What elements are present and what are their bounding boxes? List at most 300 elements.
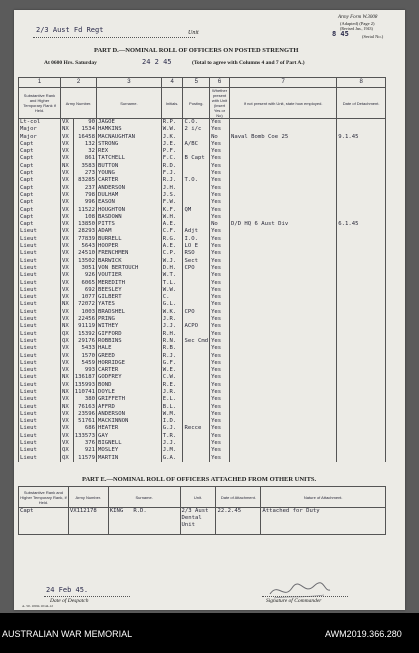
cell-present: Yes — [210, 396, 230, 403]
cell-army-number: 6065 — [73, 280, 96, 287]
cell-army-prefix: VX — [60, 287, 73, 294]
cell-posting — [183, 287, 210, 294]
cell-surname: HOOPER — [97, 243, 162, 250]
cell-initials: E.L. — [161, 396, 183, 403]
cell-present: No — [210, 134, 230, 141]
cell-present: Yes — [210, 447, 230, 454]
cell-army-prefix: NX — [60, 163, 73, 170]
table-row — [19, 221, 386, 228]
cell-detachment-date — [337, 287, 386, 294]
cell-present: Yes — [210, 382, 230, 389]
part-e-surname: KING R.D. — [108, 508, 180, 535]
cell-surname: ROBBINS — [97, 338, 162, 345]
cell-employment — [229, 177, 336, 184]
cell-initials: W.J. — [161, 258, 183, 265]
cell-posting — [183, 345, 210, 352]
cell-present: Yes — [210, 236, 230, 243]
cell-initials: A.E. — [161, 221, 183, 228]
part-e-header-row — [19, 487, 386, 508]
cell-present: Yes — [210, 258, 230, 265]
serial-number: 8 45 — [332, 30, 349, 38]
cell-surname: BIGNELL — [97, 440, 162, 447]
cell-army-prefix: VX — [60, 119, 73, 127]
cell-army-number: 110741 — [74, 388, 95, 395]
cell-rank: Lieut — [19, 250, 61, 257]
cell-posting: B Capt — [183, 155, 210, 162]
cell-initials: P.F. — [161, 148, 183, 155]
cell-initials: W.T. — [161, 272, 183, 279]
cell-employment — [229, 345, 336, 352]
cell-present: Yes — [210, 316, 230, 323]
cell-rank: Lieut — [19, 345, 61, 352]
cell-initials: B.L. — [161, 404, 183, 411]
cell-initials: T.R. — [161, 433, 183, 440]
cell-initials: R.G. — [161, 236, 183, 243]
cell-initials: W.W. — [161, 287, 183, 294]
cell-army-prefix: VX — [60, 250, 73, 257]
cell-employment — [229, 207, 336, 214]
cell-posting — [183, 411, 210, 418]
table-row — [19, 508, 386, 535]
cell-initials: R.D. — [161, 163, 183, 170]
cell-army-prefix: VX — [60, 228, 73, 235]
cell-rank: Capt — [19, 199, 61, 206]
cell-present: Yes — [210, 192, 230, 199]
table-row — [19, 345, 386, 352]
cell-army-prefix: VX — [60, 294, 73, 301]
cell-army-prefix: VX — [60, 265, 73, 272]
cell-employment — [229, 360, 336, 367]
table-row — [19, 258, 386, 265]
cell-army-prefix: VX — [60, 170, 73, 177]
cell-employment — [229, 148, 336, 155]
cell-army-number: 1534 — [73, 126, 96, 133]
col-number: 6 — [210, 78, 230, 88]
cell-detachment-date — [337, 243, 386, 250]
cell-posting — [183, 199, 210, 206]
cell-rank: Lieut — [19, 280, 61, 287]
cell-present: Yes — [210, 338, 230, 345]
cell-army-number: 22456 — [73, 316, 96, 323]
cell-detachment-date — [337, 126, 386, 133]
table-row — [19, 389, 386, 396]
cell-army-prefix: NX — [60, 323, 73, 330]
cell-present: Yes — [210, 433, 230, 440]
cell-surname: JAGOE — [97, 119, 162, 127]
cell-employment — [229, 280, 336, 287]
cell-present: Yes — [210, 425, 230, 432]
cell-surname: WITHEY — [97, 323, 162, 330]
cell-army-number: 83285 — [73, 177, 96, 184]
cell-rank: Capt — [19, 192, 61, 199]
cell-surname: DULHAM — [97, 192, 162, 199]
cell-rank: Lieut — [19, 272, 61, 279]
cell-employment — [229, 243, 336, 250]
cell-initials: T.L. — [161, 280, 183, 287]
cell-detachment-date — [337, 155, 386, 162]
cell-surname: VOUTIER — [97, 272, 162, 279]
cell-employment: D/D HQ 6 Aust Div — [229, 221, 336, 228]
cell-army-number: 136187 — [74, 374, 95, 381]
cell-employment — [229, 433, 336, 440]
cell-rank: Lieut — [19, 367, 61, 374]
cell-present: Yes — [210, 228, 230, 235]
table-row — [19, 287, 386, 294]
table-row — [19, 243, 386, 250]
cell-posting — [183, 272, 210, 279]
col-number: 4 — [161, 78, 183, 88]
part-d-title: PART D.—NOMINAL ROLL OF OFFICERS ON POSTED STRENGTH — [94, 47, 299, 54]
cell-army-prefix: NX — [60, 389, 73, 396]
cell-employment — [229, 236, 336, 243]
cell-detachment-date — [337, 265, 386, 272]
cell-army-prefix: QX — [60, 338, 73, 345]
cell-rank: Lieut — [19, 287, 61, 294]
cell-army-number: 32 — [73, 148, 96, 155]
cell-rank: Lieut — [19, 425, 61, 432]
cell-employment — [229, 425, 336, 432]
cell-initials: R.B. — [161, 345, 183, 352]
cell-posting — [183, 301, 210, 308]
cell-detachment-date — [337, 382, 386, 389]
col-header-detachment-date: Date of Detachment. — [337, 88, 386, 119]
cell-initials: C. — [161, 294, 183, 301]
part-e-col-surname: Surname. — [108, 487, 180, 508]
cell-present: Yes — [210, 455, 230, 462]
cell-present: Yes — [210, 331, 230, 338]
cell-employment — [229, 389, 336, 396]
cell-employment — [229, 323, 336, 330]
cell-army-prefix: VX — [60, 411, 73, 418]
cell-employment — [229, 353, 336, 360]
cell-rank: Lieut — [19, 309, 61, 316]
cell-detachment-date — [337, 141, 386, 148]
cell-initials: F.C. — [161, 155, 183, 162]
cell-detachment-date — [337, 258, 386, 265]
cell-present: Yes — [210, 411, 230, 418]
cell-army-number: 13850 — [73, 221, 96, 228]
cell-army-prefix: VX — [60, 141, 73, 148]
cell-employment — [229, 119, 336, 127]
cell-surname: BUTTON — [97, 163, 162, 170]
cell-detachment-date: 6.1.45 — [337, 221, 386, 228]
cell-surname: GIFFORD — [97, 331, 162, 338]
cell-posting: A/BC — [183, 141, 210, 148]
cell-employment — [229, 418, 336, 425]
cell-detachment-date: 9.1.45 — [337, 134, 386, 141]
cell-army-prefix: NX — [60, 404, 73, 411]
cell-initials: J.H. — [161, 185, 183, 192]
cell-army-number: 926 — [73, 272, 96, 279]
cell-army-number: 798 — [73, 192, 96, 199]
cell-posting — [183, 396, 210, 403]
cell-army-number: 132 — [73, 141, 96, 148]
cell-army-prefix: VX — [60, 316, 73, 323]
cell-rank: Lieut — [19, 323, 61, 330]
cell-surname: PITTS — [97, 221, 162, 228]
col-header-rank: Substantive Rank and Higher Temporary Rank if Held. — [19, 88, 61, 119]
table-row — [19, 126, 386, 133]
cell-army-prefix: VX — [60, 396, 73, 403]
cell-surname: BURRELL — [97, 236, 162, 243]
cell-posting: CPO — [183, 265, 210, 272]
cell-surname: BARWICK — [97, 258, 162, 265]
cell-detachment-date — [337, 294, 386, 301]
cell-present: Yes — [210, 163, 230, 170]
cell-rank: Capt — [19, 214, 61, 221]
cell-posting — [183, 418, 210, 425]
part-e-col-date: Date of Attachment. — [216, 487, 261, 508]
cell-posting: I.O. — [183, 236, 210, 243]
cell-surname: MARTIN — [97, 455, 162, 462]
table-row — [19, 433, 386, 440]
cell-detachment-date — [337, 119, 386, 127]
table-row — [19, 338, 386, 345]
cell-surname: MACNAUGHTAN — [97, 134, 162, 141]
part-e-army-number: VX112178 — [68, 508, 108, 535]
cell-initials: J.R. — [161, 389, 183, 396]
cell-detachment-date — [337, 309, 386, 316]
cell-initials: A.E. — [161, 243, 183, 250]
cell-initials: G.F. — [161, 360, 183, 367]
cell-initials: R.N. — [161, 338, 183, 345]
cell-rank: Lieut — [19, 418, 61, 425]
cell-initials: J.S. — [161, 192, 183, 199]
col-number: 3 — [97, 78, 162, 88]
cell-rank: Lieut — [19, 440, 61, 447]
cell-army-number: 993 — [73, 367, 96, 374]
cell-surname: GRIFFETH — [97, 396, 162, 403]
cell-surname: PRING — [97, 316, 162, 323]
cell-surname: HALE — [97, 345, 162, 352]
cell-detachment-date — [337, 177, 386, 184]
cell-posting: QM — [183, 207, 210, 214]
cell-surname: STRONG — [97, 141, 162, 148]
cell-detachment-date — [337, 425, 386, 432]
cell-army-number: 23596 — [73, 411, 96, 418]
cell-initials: G.A. — [161, 455, 183, 462]
cell-present: Yes — [210, 367, 230, 374]
cell-rank: Lieut — [19, 374, 61, 381]
table-row — [19, 323, 386, 330]
part-d-at-label: At 0600 Hrs. Saturday — [44, 60, 97, 66]
cell-army-number: 1003 — [73, 309, 96, 316]
cell-employment — [229, 382, 336, 389]
cell-rank: Lieut — [19, 338, 61, 345]
cell-detachment-date — [337, 338, 386, 345]
part-e-nature: Attached for Duty — [261, 508, 386, 535]
cell-rank: Lt-col — [19, 119, 61, 127]
table-row — [19, 192, 386, 199]
cell-rank: Capt — [19, 177, 61, 184]
cell-detachment-date — [337, 207, 386, 214]
cell-army-number: 72072 — [73, 301, 96, 308]
cell-army-number: 15392 — [73, 331, 96, 338]
cell-detachment-date — [337, 440, 386, 447]
table-row — [19, 440, 386, 447]
cell-present: Yes — [210, 119, 230, 127]
cell-posting — [183, 382, 210, 389]
cell-army-number: 108 — [73, 214, 96, 221]
cell-present: Yes — [210, 309, 230, 316]
col-header-surname: Surname. — [97, 88, 162, 119]
cell-army-number: 135993 — [74, 381, 95, 388]
cell-army-number: 861 — [73, 155, 96, 162]
col-header-employment: If not present with Unit, state how employed. — [229, 88, 336, 119]
cell-initials: C.P. — [161, 250, 183, 257]
cell-present: Yes — [210, 294, 230, 301]
cell-present: Yes — [210, 404, 230, 411]
cell-army-prefix: VX — [60, 148, 73, 155]
cell-army-number: 1077 — [73, 294, 96, 301]
cell-employment — [229, 316, 336, 323]
cell-army-prefix: VX — [60, 243, 73, 250]
cell-rank: Lieut — [19, 301, 61, 308]
cell-initials: F.W. — [161, 199, 183, 206]
cell-surname: HEATER — [97, 425, 162, 432]
cell-employment — [229, 287, 336, 294]
table-row — [19, 148, 386, 155]
cell-army-prefix: VX — [60, 425, 73, 432]
cell-initials: G.L. — [161, 301, 183, 308]
cell-rank: Lieut — [19, 396, 61, 403]
cell-army-number: 380 — [73, 396, 96, 403]
cell-detachment-date — [337, 163, 386, 170]
cell-present: Yes — [210, 418, 230, 425]
cell-employment — [229, 440, 336, 447]
cell-initials: C.F. — [161, 228, 183, 235]
cell-army-prefix: NX — [60, 301, 73, 308]
cell-present: Yes — [210, 353, 230, 360]
cell-posting — [183, 170, 210, 177]
cell-army-number: 11579 — [73, 455, 96, 462]
cell-detachment-date — [337, 301, 386, 308]
cell-present: Yes — [210, 280, 230, 287]
cell-employment — [229, 214, 336, 221]
cell-surname: VON BERTOUCH — [97, 265, 162, 272]
col-number: 1 — [19, 78, 61, 88]
cell-present: Yes — [210, 440, 230, 447]
cell-initials: W.E. — [161, 367, 183, 374]
cell-army-number: 133573 — [74, 432, 95, 439]
table-row — [19, 228, 386, 235]
table-row — [19, 119, 386, 127]
cell-rank: Lieut — [19, 382, 61, 389]
cell-posting — [183, 374, 210, 381]
cell-rank: Lieut — [19, 258, 61, 265]
cell-detachment-date — [337, 148, 386, 155]
cell-rank: Lieut — [19, 243, 61, 250]
cell-army-prefix: VX — [60, 214, 73, 221]
cell-present: Yes — [210, 185, 230, 192]
cell-detachment-date — [337, 411, 386, 418]
cell-army-prefix: VX — [60, 367, 73, 374]
cell-army-prefix: VX — [60, 221, 73, 228]
table-row — [19, 185, 386, 192]
cell-detachment-date — [337, 367, 386, 374]
table-row — [19, 155, 386, 162]
cell-rank: Lieut — [19, 411, 61, 418]
part-e-unit: 2/3 Aust Dental Unit — [180, 508, 216, 535]
cell-rank: Lieut — [19, 447, 61, 454]
table-row — [19, 170, 386, 177]
cell-posting: Sect — [183, 258, 210, 265]
cell-surname: HAMKINS — [97, 126, 162, 133]
cell-army-prefix: VX — [60, 353, 73, 360]
cell-army-prefix: VX — [60, 192, 73, 199]
cell-detachment-date — [337, 199, 386, 206]
cell-posting — [183, 447, 210, 454]
cell-surname: TATCHELL — [97, 155, 162, 162]
cell-employment — [229, 301, 336, 308]
cell-army-number: 3051 — [73, 265, 96, 272]
cell-employment — [229, 185, 336, 192]
cell-surname: CARTER — [97, 367, 162, 374]
cell-detachment-date — [337, 236, 386, 243]
cell-rank: Capt — [19, 207, 61, 214]
table-row — [19, 134, 386, 141]
cell-army-prefix: VX — [60, 433, 73, 440]
table-row — [19, 374, 386, 381]
cell-employment — [229, 250, 336, 257]
cell-initials: W.M. — [161, 411, 183, 418]
cell-rank: Lieut — [19, 316, 61, 323]
table-row — [19, 199, 386, 206]
cell-initials: J.R. — [161, 316, 183, 323]
cell-posting — [183, 367, 210, 374]
cell-posting — [183, 221, 210, 228]
cell-surname: FRENCHMEN — [97, 250, 162, 257]
cell-army-prefix: VX — [60, 134, 73, 141]
cell-detachment-date — [337, 185, 386, 192]
table-row — [19, 396, 386, 403]
cell-posting — [183, 404, 210, 411]
table-row — [19, 331, 386, 338]
cell-detachment-date — [337, 396, 386, 403]
cell-present: Yes — [210, 207, 230, 214]
form-line1: Army Form W.3008 — [338, 15, 378, 20]
cell-army-number: 13502 — [73, 258, 96, 265]
table-row — [19, 141, 386, 148]
cell-rank: Capt — [19, 163, 61, 170]
cell-posting: Sec Cmd — [184, 337, 209, 344]
table-row — [19, 301, 386, 308]
table-row — [19, 411, 386, 418]
cell-army-number: 76163 — [73, 404, 96, 411]
cell-rank: Capt — [19, 155, 61, 162]
cell-rank: Capt — [19, 185, 61, 192]
cell-posting — [183, 353, 210, 360]
cell-present: Yes — [210, 301, 230, 308]
cell-army-prefix: VX — [60, 440, 73, 447]
cell-present: Yes — [210, 272, 230, 279]
table-row — [19, 316, 386, 323]
cell-army-prefix: NX — [60, 374, 73, 381]
cell-army-prefix: VX — [60, 382, 73, 389]
cell-employment — [229, 411, 336, 418]
cell-surname: HORRIDGE — [97, 360, 162, 367]
cell-detachment-date — [337, 170, 386, 177]
cell-initials: C.W. — [161, 374, 183, 381]
cell-detachment-date — [337, 214, 386, 221]
table-row — [19, 455, 386, 462]
cell-posting: RSO — [183, 250, 210, 257]
cell-army-number: 921 — [73, 447, 96, 454]
col-header-present: Whether present with Unit (insert Yes or No) — [210, 88, 230, 119]
unit-value: 2/3 Aust Fd Regt — [36, 26, 104, 34]
cell-surname: GAY — [97, 433, 162, 440]
cell-army-prefix: VX — [60, 309, 73, 316]
